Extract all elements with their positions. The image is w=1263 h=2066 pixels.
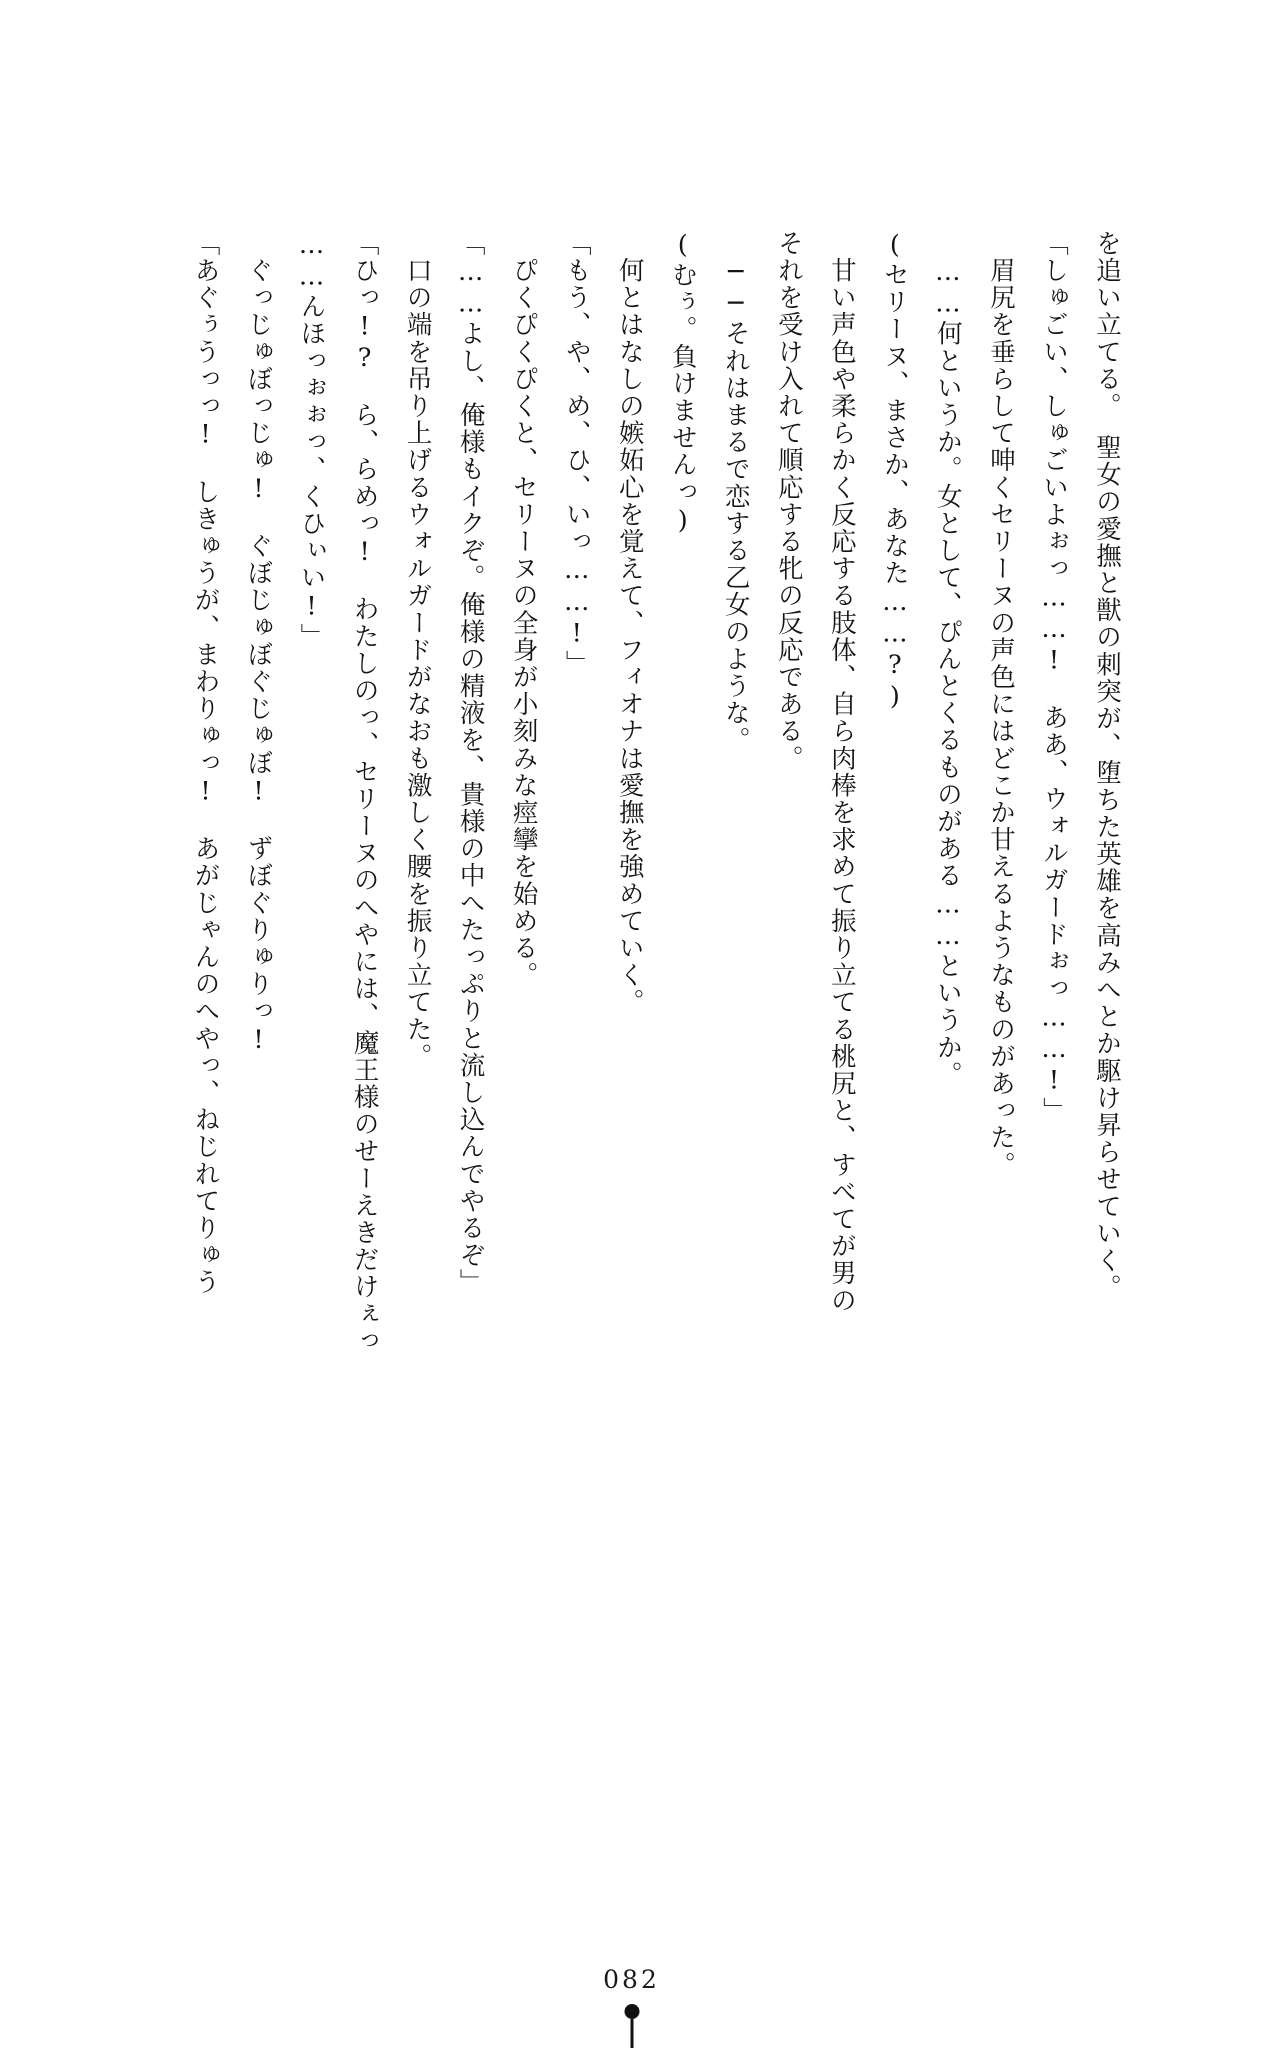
footer-ornament-icon	[623, 2004, 641, 2048]
body-line: ぐっじゅぼっじゅ! ぐぼじゅぼぐじゅぼ! ずぼぐりゅりっ!	[243, 230, 274, 1057]
footer-stem-icon	[630, 2019, 633, 2048]
body-line: 「しゅごい、しゅごいよぉっ……! ああ、ウォルガードぉっ……!」	[1038, 230, 1069, 1125]
page-number: 082	[603, 1965, 660, 1994]
body-line: ……何というか。女として、ぴんとくるものがある……というか。	[932, 230, 963, 1089]
body-line: 「ひっ!? ら、らめっ! わたしのっ、セリーヌのへやには、魔王様のせーえきだけぇっ	[349, 230, 380, 1355]
footer-dot-icon	[624, 2004, 639, 2019]
body-line: 眉尻を垂らして呻くセリーヌの声色にはどこか甘えるようなものがあった。	[985, 230, 1016, 1179]
body-line: 何とはなしの嫉妬心を覚えて、フィオナは愛撫を強めていく。	[614, 230, 645, 1016]
vertical-body-text	[178, 230, 1133, 1700]
body-line: 「もう、や、め、ひ、いっ……!」	[561, 230, 592, 678]
body-line: ……んほっぉぉっ、くひぃい!」	[296, 230, 327, 650]
body-line: それを受け入れて順応する牝の反応である。	[773, 230, 804, 772]
body-line: (むぅ。負けませんっ)	[667, 230, 698, 538]
body-line: を追い立てる。 聖女の愛撫と獣の刺突が、堕ちた英雄を高みへとか駆け昇らせていく。	[1092, 230, 1122, 1302]
body-line: 口の端を吊り上げるウォルガードがなおも激しく腰を振り立てた。	[402, 230, 433, 1071]
body-line: (セリーヌ、まさか、あなた……?)	[879, 230, 910, 714]
body-line: ぴくぴくぴくと、セリーヌの全身が小刻みな痙攣を始める。	[508, 230, 539, 989]
body-line: 「あぐぅうっっ! しきゅうが、まわりゅっ! あがじゃんのへやっ、ねじれてりゅう	[190, 230, 221, 1296]
body-line: 甘い声色や柔らかく反応する肢体、自ら肉棒を求めて振り立てる桃尻と、すべてが男の	[826, 230, 857, 1314]
body-line: 「……よし、俺様もイクぞ。俺様の精液を、貴様の中へたっぷりと流し込んでやるぞ」	[455, 230, 486, 1296]
body-line: ──それはまるで恋する乙女のような。	[720, 230, 751, 754]
